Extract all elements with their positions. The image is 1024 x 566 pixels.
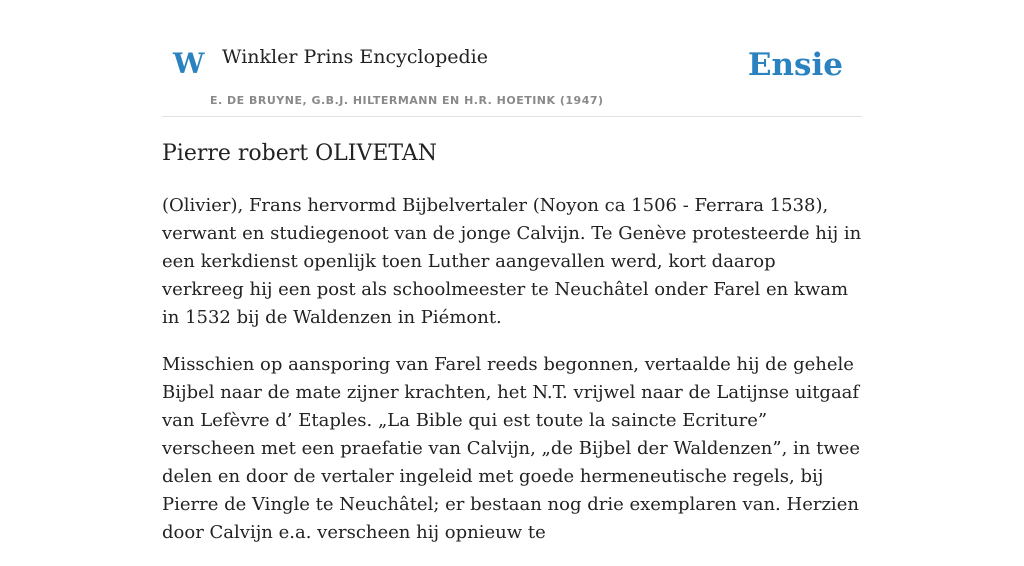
- source-title[interactable]: Winkler Prins Encyclopedie: [222, 46, 488, 68]
- source-authors: E. DE BRUYNE, G.B.J. HILTERMANN EN H.R. HOETINK (1947): [210, 94, 604, 107]
- source-logo[interactable]: W: [173, 47, 205, 80]
- article-title: Pierre robert OLIVETAN: [162, 141, 438, 166]
- article-body: [162, 192, 862, 566]
- brand-logo[interactable]: Ensie: [747, 47, 843, 83]
- source-header: [162, 0, 862, 117]
- article-paragraph: (Olivier), Frans hervormd Bijbelvertaler (Noyon ca 1506 - Ferrara 1538), verwant en studiegenoot van de jonge Calvijn. Te Genève protesteerde hij in een kerkdienst openlijk toen Luther aangevallen werd, kort daarop verkreeg hij een post als schoolmeester te Neuchâtel onder Farel en kwam in 1532 bij de Waldenzen in Piémont.: [162, 195, 862, 328]
- article-paragraph: Misschien op aansporing van Farel reeds begonnen, vertaalde hij de gehele Bijbel naar de mate zijner krachten, het N.T. vrijwel naar de Latijnse uitgaaf van Lefèvre d’ Etaples. „La Bible qui est toute la saincte Ecriture” verscheen met een praefatie van Calvijn, „de Bijbel der Waldenzen”, in twee delen en door de vertaler ingeleid met goede hermeneutische regels, bij Pierre de Vingle te Neuchâtel; er bestaan nog drie exemplaren van. Herzien door Calvijn e.a. verscheen hij opnieuw te: [162, 354, 861, 543]
